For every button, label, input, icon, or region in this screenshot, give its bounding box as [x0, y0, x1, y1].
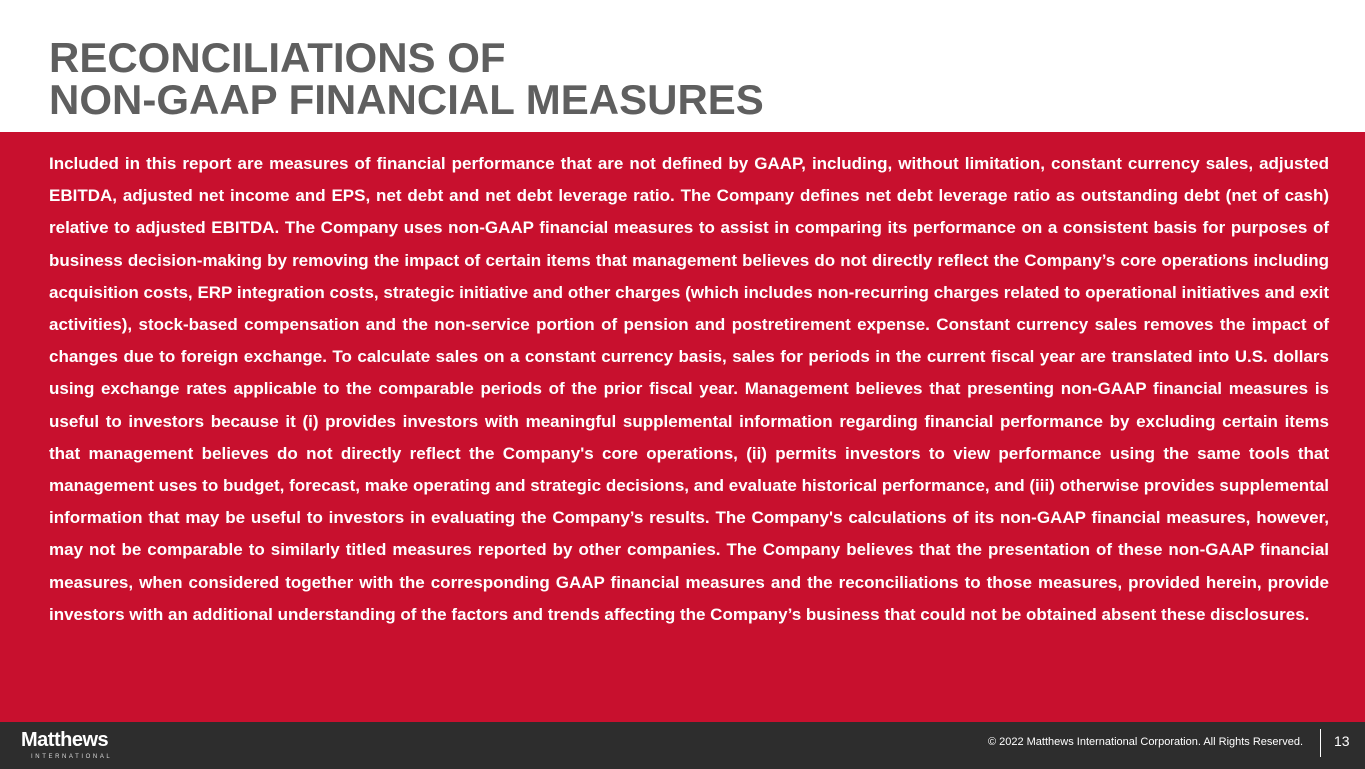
logo-subtext: INTERNATIONAL: [31, 754, 113, 760]
page-number: 13: [1334, 733, 1350, 749]
title-area: [0, 0, 1365, 132]
slide-title-line-1: RECONCILIATIONS OF: [49, 34, 506, 81]
slide-title-line-2: NON-GAAP FINANCIAL MEASURES: [49, 76, 764, 123]
body-paragraph: Included in this report are measures of financial performance that are not defined by GAAP, including, without limitation, constant currency sales, adjusted EBITDA, adjusted net income and EPS, net debt and net debt leverage ratio. The Company defines net debt leverage ratio as outstanding debt (net of cash) relative to adjusted EBITDA. The Company uses non-GAAP financial measures to assist in comparing its performance on a consistent basis for purposes of business decision-making by removing the impact of certain items that management believes do not directly reflect the Company’s core operations including acquisition costs, ERP integration costs, strategic initiative and other charges (which includes non-recurring charges related to operational initiatives and exit activities), stock-based compensation and the non-service portion of pension and postretirement expense. Constant currency sales removes the impact of changes due to foreign exchange. To calculate sales on a constant currency basis, sales for periods in the current fiscal year are translated into U.S. dollars using exchange rates applicable to the comparable periods of the prior fiscal year. Management believes that presenting non-GAAP financial measures is useful to investors because it (i) provides investors with meaningful supplemental information regarding financial performance by excluding certain items that management believes do not directly reflect the Company's core operations, (ii) permits investors to view performance using the same tools that management uses to budget, forecast, make operating and strategic decisions, and evaluate historical performance, and (iii) otherwise provides supplemental information that may be useful to investors in evaluating the Company’s results. The Company's calculations of its non-GAAP financial measures, however, may not be comparable to similarly titled measures reported by other companies. The Company believes that the presentation of these non-GAAP financial measures, when considered together with the corresponding GAAP financial measures and the reconciliations to those measures, provided herein, provide investors with an additional understanding of the factors and trends affecting the Company’s business that could not be obtained absent these disclosures.: [49, 154, 1329, 624]
copyright-notice: © 2022 Matthews International Corporation. All Rights Reserved.: [987, 736, 1303, 748]
slide-title: [49, 34, 764, 123]
footer-bar: [0, 722, 1365, 769]
footer-divider: [1320, 729, 1321, 757]
company-logo: [21, 728, 131, 764]
logo-wordmark: Matthews: [21, 729, 109, 751]
